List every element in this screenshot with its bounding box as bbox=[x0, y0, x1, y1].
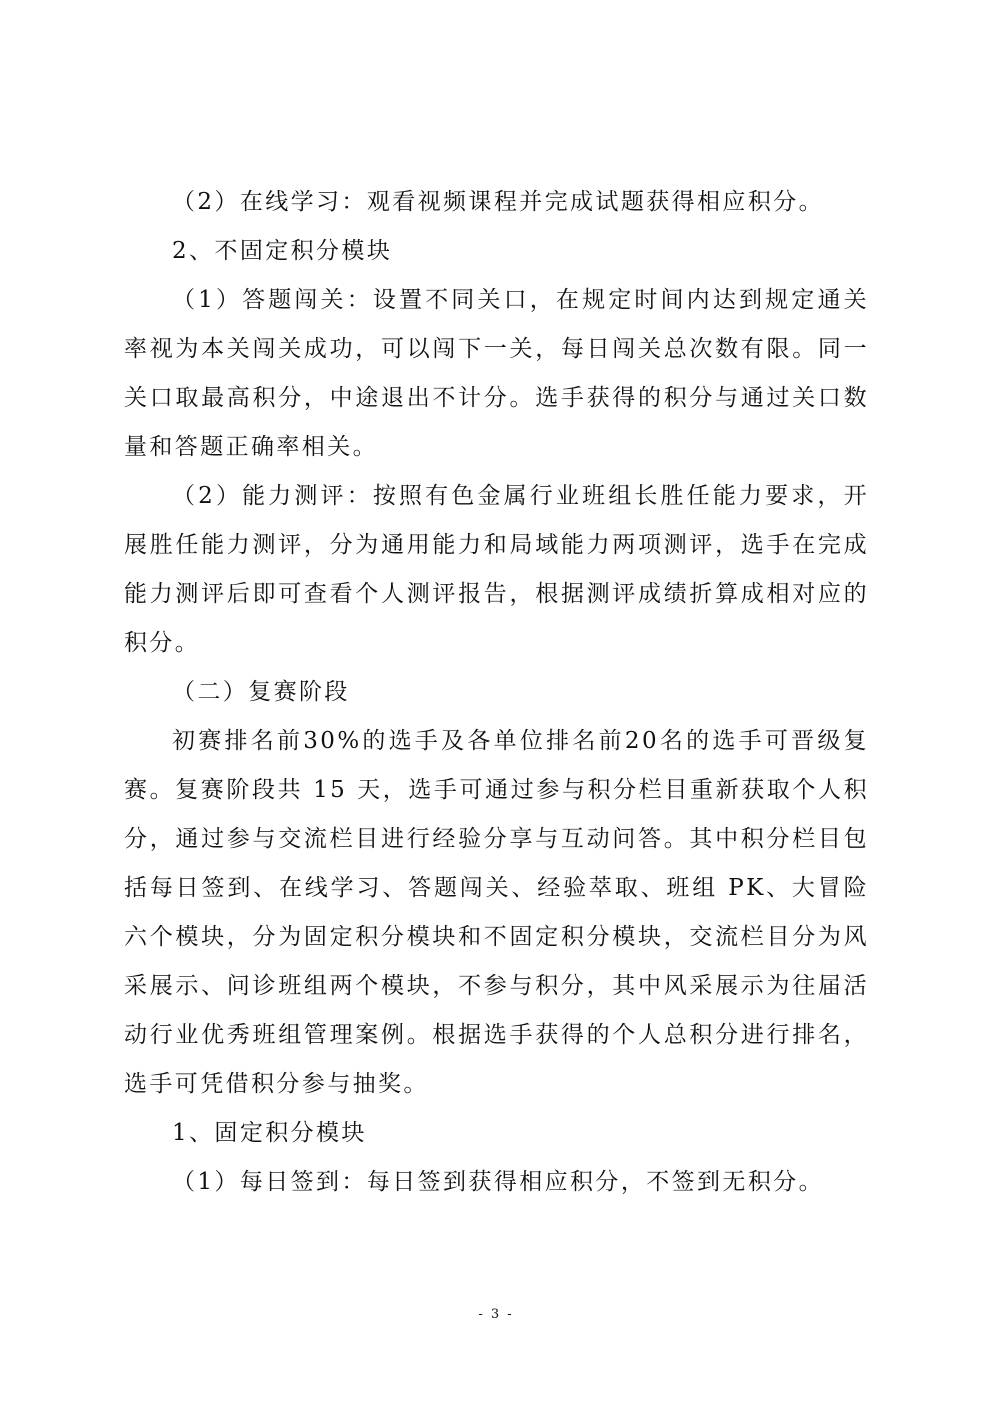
heading-semifinal-stage: （二）复赛阶段 bbox=[172, 679, 350, 705]
paragraph-ability-assessment: （2）能力测评：按照有色金属行业班组长胜任能力要求，开展胜任能力测评，分为通用能力和局域能力两项测评，选手在完成能力测评后即可查看个人测评报告，根据测评成绩折算成相对应的积分。 bbox=[124, 483, 869, 656]
document-body bbox=[124, 178, 869, 1207]
paragraph-daily-checkin: （1）每日签到：每日签到获得相应积分，不签到无积分。 bbox=[172, 1169, 825, 1195]
heading-fixed-points-module: 1、固定积分模块 bbox=[172, 1120, 367, 1146]
paragraph-online-learning: （2）在线学习：观看视频课程并完成试题获得相应积分。 bbox=[172, 189, 825, 215]
page-number: - 3 - bbox=[478, 1307, 514, 1322]
heading-non-fixed-points-module: 2、不固定积分模块 bbox=[172, 238, 393, 264]
paragraph-quiz-challenge: （1）答题闯关：设置不同关口，在规定时间内达到规定通关率视为本关闯关成功，可以闯下一关，每日闯关总次数有限。同一关口取最高积分，中途退出不计分。选手获得的积分与通过关口数量和答题正确率相关。 bbox=[124, 287, 869, 460]
paragraph-semifinal-description: 初赛排名前30%的选手及各单位排名前20名的选手可晋级复赛。复赛阶段共 15 天，选手可通过参与积分栏目重新获取个人积分，通过参与交流栏目进行经验分享与互动问答。其中积分栏目包括每日签到、在线学习、答题闯关、经验萃取、班组 PK、大冒险六个模块，分为固定积分模块和不固定积分模块，交流栏目分为风采展示、问诊班组两个模块，不参与积分，其中风采展示为往届活动行业优秀班组管理案例。根据选手获得的个人总积分进行排名，选手可凭借积分参与抽奖。 bbox=[124, 728, 869, 1097]
